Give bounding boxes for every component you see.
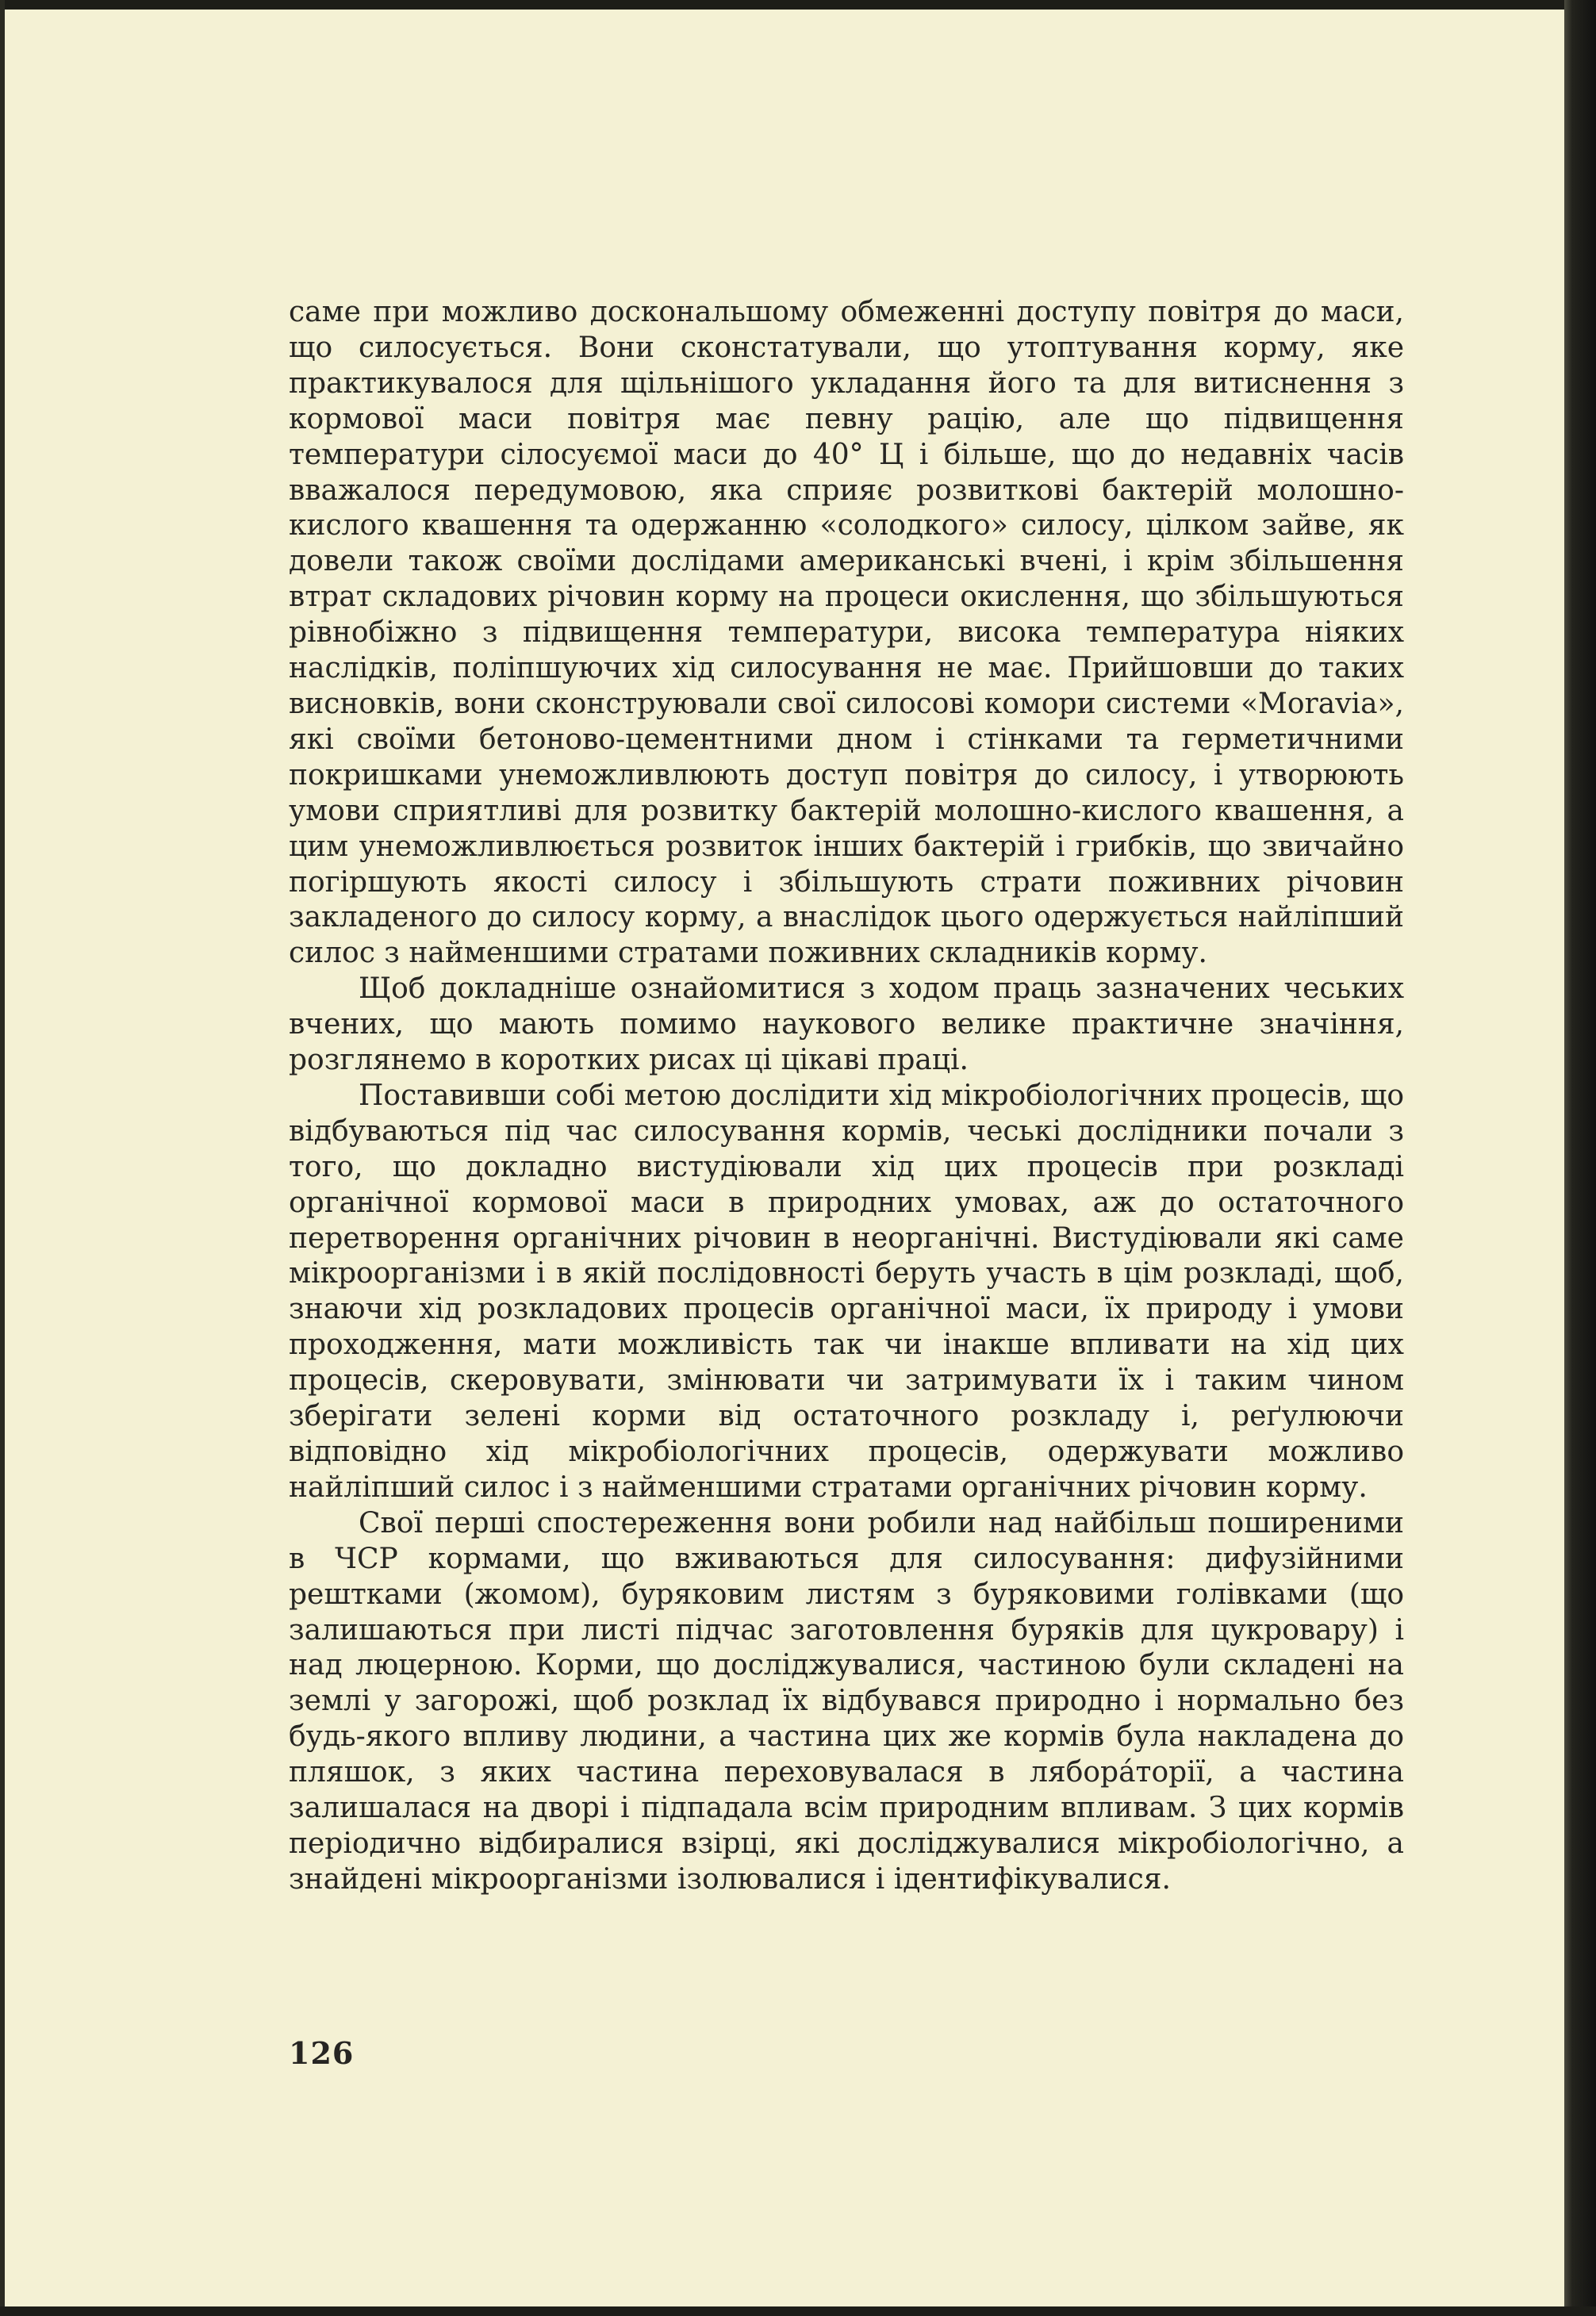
scan-edge-top	[0, 0, 1596, 10]
paragraph: Свої перші спостереження вони робили над найбільш поширеними в ЧСР кормами, що вживаються для силосування: дифузійними рештками (жомом), буряковим листям з буряковими голівками (що залишаються при листі підчас заготовлення буряків для цукровару) і над люцерною. Корми, що досліджувалися, частиною були складені на землі у загорожі, щоб розклад їх відбувався природно і нормально без будь-якого впливу людини, а частина цих же кормів була накладена до пляшок, з яких частина переховувалася в ляборáторії, а частина залишалася на дворі і підпадала всім природним впливам. З цих кормів періодично відбиралися взірці, які досліджувалися мікробіологічно, а знайдені мікроорганізми ізолювалися і ідентифікувалися.	[289, 1506, 1404, 1896]
scan-edge-left	[0, 0, 5, 2316]
paragraph: Щоб докладніше ознайомитися з ходом праць зазначених чеських вчених, що мають помимо наукового велике практичне значіння, розглянемо в коротких рисах ці цікаві праці.	[289, 972, 1404, 1077]
scan-edge-bottom	[0, 2306, 1596, 2316]
paragraph-continued: саме при можливо доскональшому обмеженні доступу повітря до маси, що силосується. Вони сконстатували, що утоптування корму, яке практикувалося для щільнішого укладання його та для витиснення з кормової маси повітря має певну рацію, але що підвищення температури сілосуємої маси до 40° Ц і більше, що до недавніх часів вважалося передумовою, яка сприяє розвиткові бактерій молошно-кислого квашення та одержанню «солодкого» силосу, цілком зайве, як довели також своїми дослідами американські вчені, і крім збільшення втрат складових річовин корму на процеси окислення, що збільшуються рівнобіжно з підвищення температури, висока температура ніяких наслідків, поліпшуючих хід силосування не має. Прийшовши до таких висновків, вони сконструювали свої силосові комори системи «Moravia», які своїми бетоново-цементними дном і стінками та герметичними покришками унеможливлюють доступ повітря до силосу, і утворюють умови сприятливі для розвитку бактерій молошно-кислого квашення, а цим унеможливлюється розвиток інших бактерій і грибків, що звичайно погіршують якості силосу і збільшують страти поживних річовин закладеного до силосу корму, а внаслідок цього одержується найліпший силос з найменшими стратами поживних складників корму.	[289, 296, 1404, 970]
paragraph: Поставивши собі метою дослідити хід мікробіологічних процесів, що відбуваються під час силосування кормів, чеські дослідники почали з того, що докладно вистудіювали хід цих процесів при розкладі органічної кормової маси в природних умовах, аж до остаточного перетворення органічних річовин в неорганічні. Вистудіювали які саме мікроорганізми і в якій послідовності беруть участь в цім розкладі, щоб, знаючи хід розкладових процесів органічної маси, їх природу і умови проходження, мати можливість так чи інакше впливати на хід цих процесів, скеровувати, змінювати чи затримувати їх і таким чином зберігати зелені корми від остаточного розкладу і, реґулюючи відповідно хід мікробіологічних процесів, одержувати можливо найліпший силос і з найменшими стратами органічних річовин корму.	[289, 1079, 1404, 1504]
scan-edge-right	[1564, 0, 1596, 2316]
body-text	[289, 295, 1404, 1898]
page-number: 126	[289, 2035, 355, 2071]
